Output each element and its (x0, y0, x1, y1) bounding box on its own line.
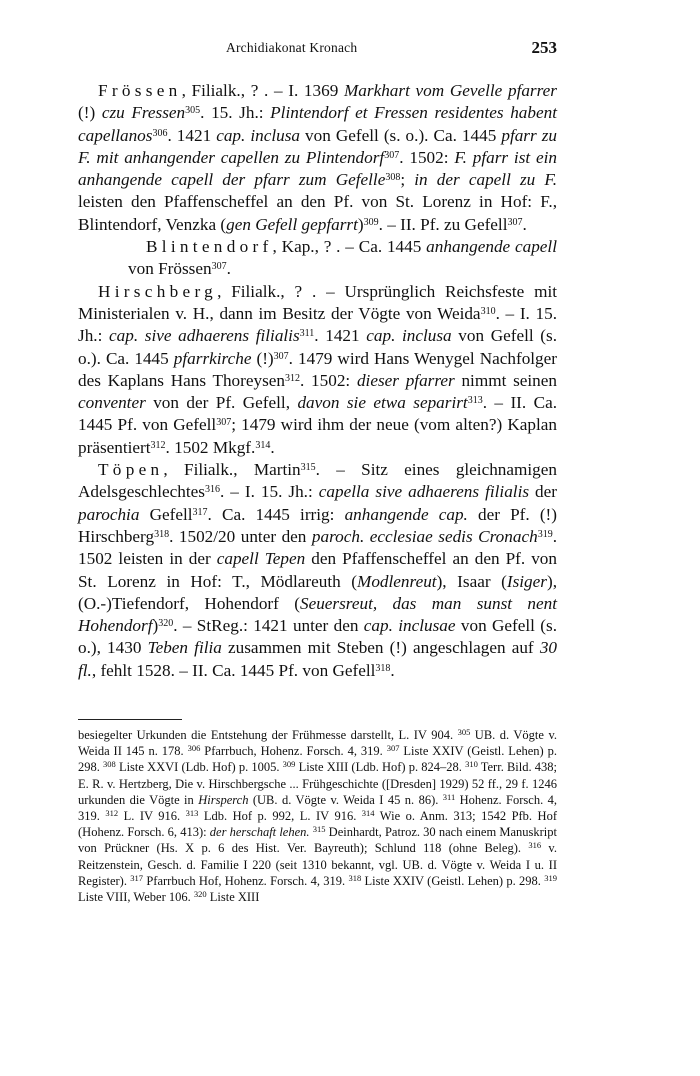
footnote-number: 314 (361, 808, 375, 819)
footnote-number: 311 (442, 791, 456, 802)
footnotes (78, 727, 557, 905)
footnote-number: 313 (185, 808, 199, 819)
entry-name: Frössen (98, 81, 182, 100)
footnote-divider (78, 719, 182, 720)
footnote-ref: 316 (204, 484, 220, 496)
footnote-ref: 312 (285, 372, 301, 384)
footnote-number: 318 (348, 872, 362, 883)
footnote-ref: 317 (192, 506, 208, 518)
entry-toepen: Töpen, Filialk., Martin$^{315}$. – Sitz eines gleichnamigen Adelsgeschlechtes$^{316}$. – I. 15. Jh.: capella sive adhaerens filialis der parochia Gefell$^{317}$. Ca. 1445 irrig: anhangende cap. der Pf. (!) Hirschberg$^{318}$. 1502/20 unter den paroch. ecclesiae sedis Cronach$^{319}$. 1502 leisten in der capell Tepen den Pfaffenscheffel an den Pf. von St. Lorenz in Hof: T., Mödlareuth (Modlenreut), Isaar (Isiger), (O.-)Tiefendorf, Hohendorf (Seuersreut, das man sunst nent Hohendorf)$^{320}$. – StReg.: 1421 unter den cap. inclusae von Gefell (s. o.), 1430 Teben filia zusammen mit Steben (!) angeschlagen auf 30 fl., fehlt 1528. – II. Ca. 1445 Pf. von Gefell$^{318}$. (78, 460, 558, 680)
footnote-ref: 307 (507, 216, 523, 228)
footnote-ref: 314 (255, 439, 271, 451)
footnote-ref: 320 (158, 618, 174, 630)
footnote-ref: 307 (211, 261, 227, 273)
footnote-block: besiegelter Urkunden die Entstehung der Frühmesse darstellt, L. IV 904. $^{305}$ UB. d. Vögte v. Weida II 145 n. 178. $^{306}$ Pfarrbuch, Hohenz. Forsch. 4, 319. $^{307}$ Liste XXIV (Geistl. Lehen) p. 298. $^{308}$ Liste XXVI (Ldb. Hof) p. 1005. $^{309}$ Liste XIII (Ldb. Hof) p. 824–28. $^{310}$ Terr. Bild. 438; E. R. v. Hertzberg, Die v. Hirschbergsche ... Frühgeschichte ([Dresden] 1929) 52 ff., 29 f. 1246 urkunden die Vögte in Hirsperch (UB. d. Vögte v. Weida I 45 n. 86). $^{311}$ Hohenz. Forsch. 4, 319. $^{312}$ L. IV 916. $^{313}$ Ldb. Hof p. 992, L. IV 916. $^{314}$ Wie o. Anm. 313; 1542 Pfb. Hof (Hohenz. Forsch. 6, 413): der herschaft lehen. $^{315}$ Deinhardt, Patroz. 30 nach einem Manuskript von Prückner (Hs. X p. 6 des Hist. Ver. Bayreuth); Schlund 118 (ohne Beleg). $^{316}$ v. Reitzenstein, Gesch. d. Familie I 220 (seit 1310 bekannt, vgl. UB. d. Vögte v. Weida I u. II Register). $^{317}$ Pfarrbuch Hof, Hohenz. Forsch. 4, 319. $^{318}$ Liste XXIV (Geistl. Lehen) p. 298. $^{319}$ Liste VIII, Weber 106. $^{320}$ Liste XIII (78, 727, 558, 905)
footnote-number: 316 (528, 840, 542, 851)
footnote-ref: 312 (150, 439, 166, 451)
footnote-number: 309 (282, 759, 296, 770)
footnote-number: 320 (193, 889, 207, 900)
footnote-ref: 319 (537, 528, 553, 540)
entry-hirschberg: Hirschberg, Filialk., ? . – Ursprünglich Reichsfeste mit Ministerialen v. H., dann im Besitz der Vögte von Weida$^{310}$. – I. 15. Jh.: cap. sive adhaerens filialis$^{311}$. 1421 cap. inclusa von Gefell (s. o.). Ca. 1445 pfarrkirche (!)$^{307}$. 1479 wird Hans Wenygel Nachfolger des Kaplans Hans Thoreysen$^{312}$. 1502: dieser pfarrer nimmt seinen conventer von der Pf. Gefell, davon sie etwa separirt$^{313}$. – II. Ca. 1445 Pf. von Gefell$^{307}$; 1479 wird ihm der neue (vom alten?) Kaplan präsentiert$^{312}$. 1502 Mkgf.$^{314}$. (78, 281, 558, 457)
footnote-ref: 307 (216, 417, 232, 429)
footnote-ref: 310 (480, 305, 496, 317)
footnote-ref: 309 (363, 216, 379, 228)
footnote-ref: 308 (385, 172, 401, 184)
footnote-ref: 307 (384, 149, 400, 161)
running-header (78, 38, 557, 60)
footnote-ref: 307 (273, 350, 289, 362)
footnote-ref: 305 (185, 105, 201, 117)
entry-name: Blintendorf (146, 237, 273, 257)
footnote-number: 306 (187, 743, 201, 754)
entry-name: Hirschberg (98, 281, 218, 301)
footnote-number: 315 (312, 824, 326, 835)
footnote-ref: 311 (299, 328, 315, 340)
main-text (78, 80, 557, 682)
footnote-number: 317 (130, 872, 144, 883)
footnote-number: 307 (386, 743, 400, 754)
footnote-number: 308 (103, 759, 116, 770)
entry-froessen: Frössen, Filialk., ? . – I. 1369 Markhart vom Gevelle pfarrer (!) czu Fressen$^{305}$. 15. Jh.: Plintendorf et Fressen residentes habent capellanos$^{306}$. 1421 cap. inclusa von Gefell (s. o.). Ca. 1445 pfarr zu F. mit anhangender capellen zu Plintendorf$^{307}$. 1502: F. pfarr ist ein anhangende capell der pfarr zum Gefelle$^{308}$; in der capell zu F. leisten den Pfaffenscheffel an den Pf. von St. Lorenz in Hof: F., Blintendorf, Venzka (gen Gefell gepfarrt)$^{309}$. – II. Pf. zu Gefell$^{307}$. (78, 81, 558, 234)
entry-blintendorf: Blintendorf, Kap., ? . – Ca. 1445 anhangende capell von Frössen$^{307}$. (128, 237, 557, 279)
footnote-number: 310 (465, 759, 478, 770)
running-title: Archidiakonat Kronach (226, 40, 358, 55)
footnote-ref: 318 (375, 662, 391, 674)
footnote-ref: 318 (154, 528, 170, 540)
footnote-ref: 313 (467, 395, 483, 407)
page-number: 253 (531, 38, 557, 57)
footnote-ref: 306 (152, 127, 168, 139)
footnote-number: 305 (457, 727, 471, 737)
footnote-number: 312 (105, 808, 119, 819)
entry-name: Töpen (98, 460, 164, 480)
footnote-ref: 315 (300, 462, 316, 474)
footnote-number: 319 (544, 872, 557, 883)
